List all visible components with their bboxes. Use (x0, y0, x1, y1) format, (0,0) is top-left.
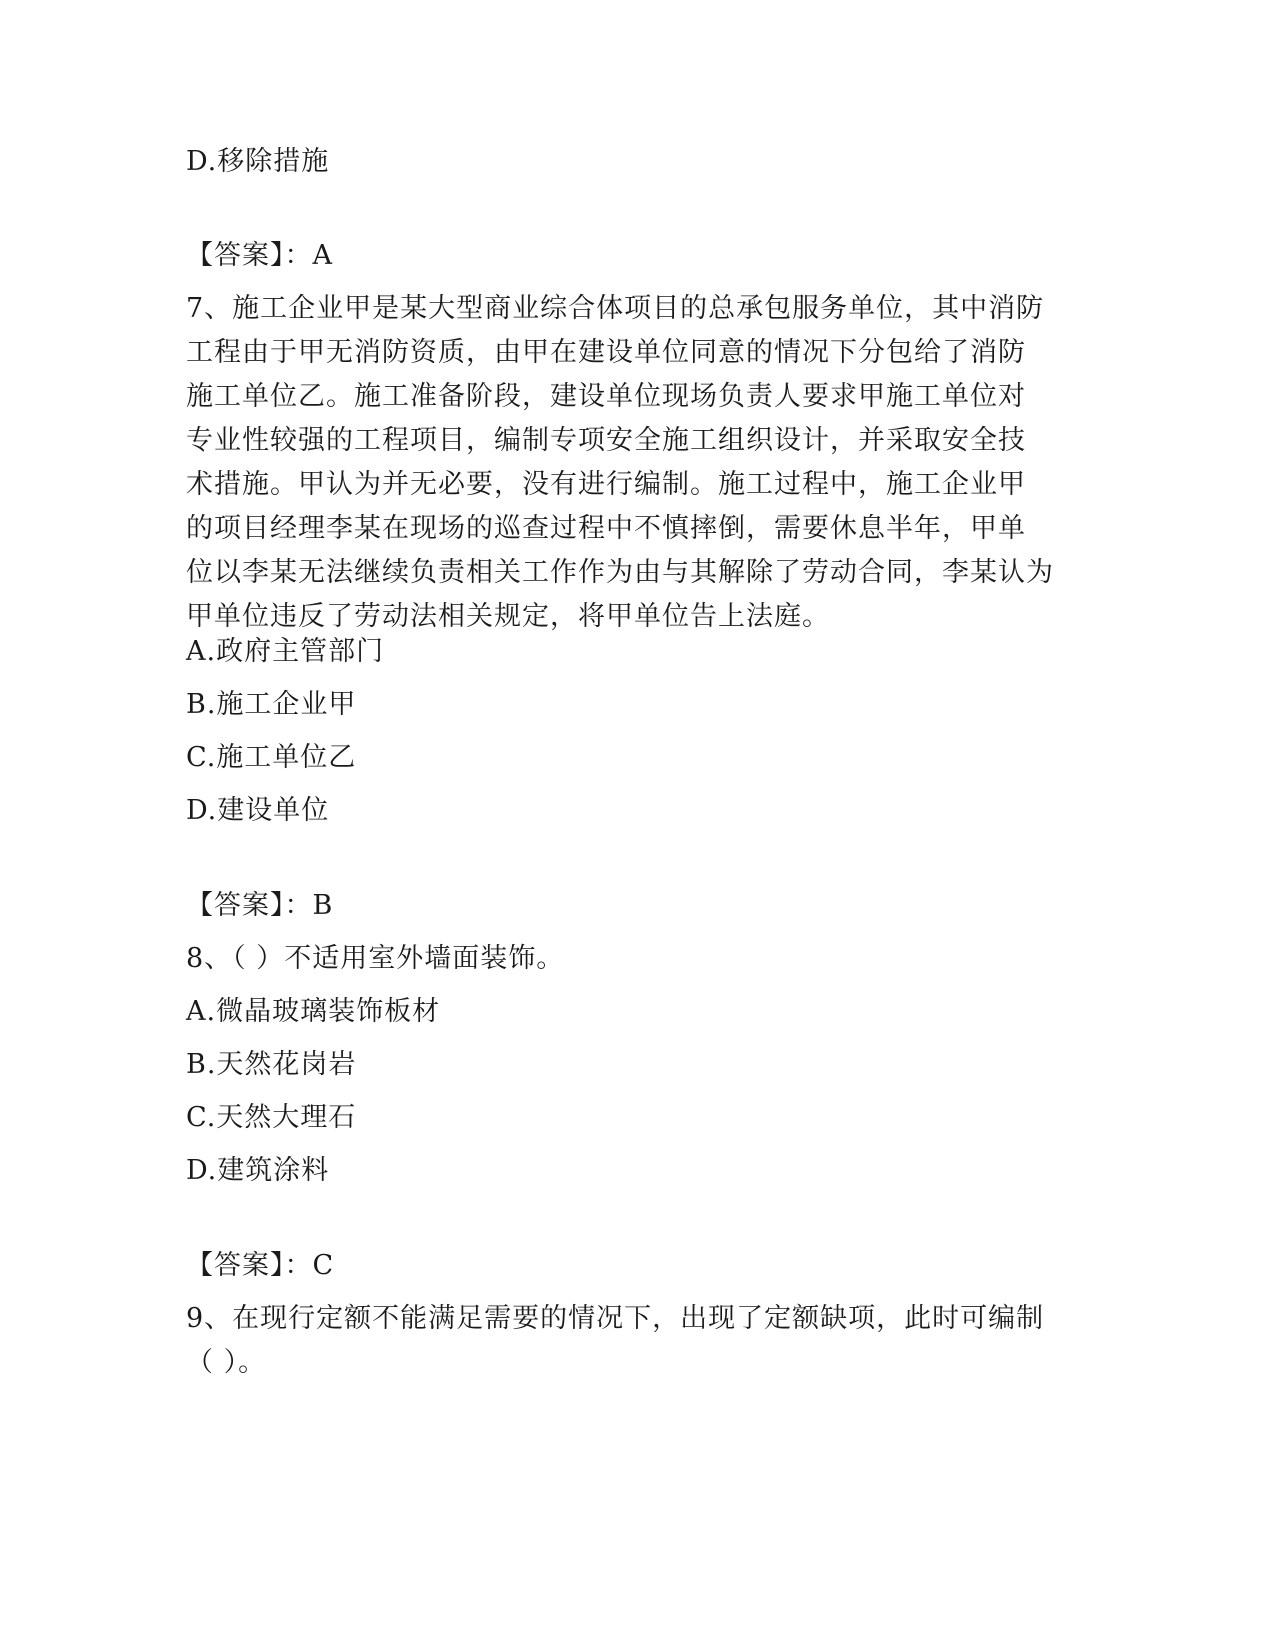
q7-option-c: C.施工单位乙 (186, 742, 357, 773)
q7-stem-line: 施工单位乙。施工准备阶段，建设单位现场负责人要求甲施工单位对 (186, 381, 1026, 412)
q7-stem (186, 287, 1066, 639)
q8-answer: 【答案】：C (186, 1250, 335, 1281)
q7-option-a: A.政府主管部门 (186, 636, 385, 667)
q7-stem-line: 术措施。甲认为并无必要，没有进行编制。施工过程中，施工企业甲 (186, 469, 1026, 500)
q7-stem-line: 工程由于甲无消防资质，由甲在建设单位同意的情况下分包给了消防 (186, 337, 1026, 368)
q8-option-b: B.天然花岗岩 (186, 1049, 357, 1080)
q7-option-d: D.建设单位 (186, 795, 330, 826)
q8-option-c: C.天然大理石 (186, 1102, 357, 1133)
q7-stem-line: 7、施工企业甲是某大型商业综合体项目的总承包服务单位，其中消防 (186, 293, 1045, 324)
q6-option-d: D.移除措施 (186, 146, 330, 177)
q7-option-b: B.施工企业甲 (186, 689, 357, 720)
q8-option-a: A.微晶玻璃装饰板材 (186, 996, 441, 1027)
q7-stem-line: 专业性较强的工程项目，编制专项安全施工组织设计，并采取安全技 (186, 425, 1026, 456)
q7-stem-line: 甲单位违反了劳动法相关规定，将甲单位告上法庭。 (186, 601, 830, 632)
q7-stem-line: 的项目经理李某在现场的巡查过程中不慎摔倒，需要休息半年，甲单 (186, 513, 1026, 544)
q9-stem-line: 9、在现行定额不能满足需要的情况下，出现了定额缺项，此时可编制 (186, 1303, 1045, 1334)
q7-stem-line: 位以李某无法继续负责相关工作作为由与其解除了劳动合同，李某认为 (186, 557, 1054, 588)
q8-stem: 8、（ ）不适用室外墙面装饰。 (186, 943, 565, 974)
q9-stem (186, 1297, 1066, 1385)
q8-option-d: D.建筑涂料 (186, 1155, 330, 1186)
q7-answer: 【答案】：B (186, 890, 334, 921)
q9-stem-line: （ ）。 (186, 1347, 267, 1378)
q6-answer: 【答案】：A (186, 240, 333, 271)
